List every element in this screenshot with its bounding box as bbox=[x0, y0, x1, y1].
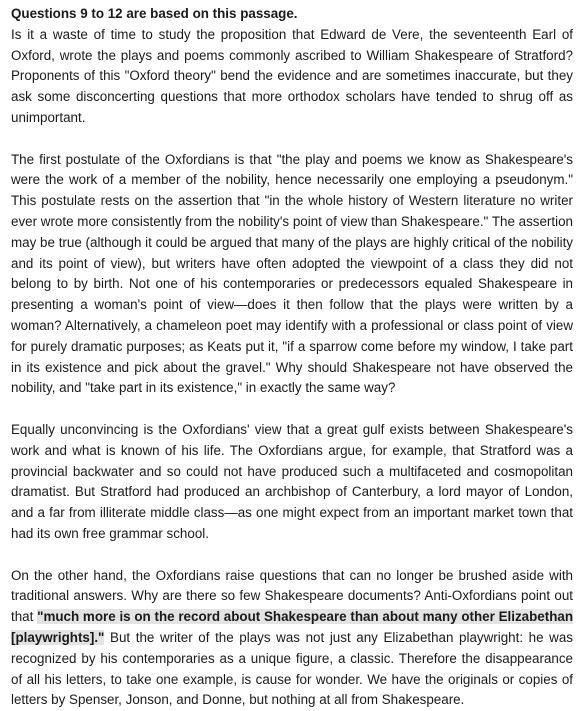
passage-heading: Questions 9 to 12 are based on this passage. bbox=[11, 6, 298, 21]
highlighted-quote: "much more is on the record about Shakespeare than about many other Elizabethan [playwrights]." bbox=[11, 609, 574, 645]
paragraph-3: Equally unconvincing is the Oxfordians' view that a great gulf exists between Shakespeare's work and what is known of his life. The Oxfordians argue, for example, that Stratford was a provincial backwater and so could not have produced such a multifaceted and cosmopolitan dramatist. But Stratford had produced an archbishop of Canterbury, a lord mayor of London, and a far from illiterate middle class—as one might expect from an important market town that had its own free grammar school. bbox=[11, 421, 573, 541]
paragraph-4-lead: On the other hand, the Oxfordians raise questions that can no longer be brushed aside with traditional answers. Why are there so few Shakespeare documents? Anti-Oxfordians point out that bbox=[11, 567, 573, 625]
paragraph-2: The first postulate of the Oxfordians is that "the play and poems we know as Shakespeare's were the work of a member of the nobility, hence necessarily one employing a pseudonym." This postulate rests on the assertion that "in the whole history of Western literature no writer ever wrote more consistently from the nobility's point of view than Shakespeare." The assertion may be true (although it could be argued that many of the plays are highly critical of the nobility and its point of view), but writers have often adopted the viewpoint of a class they did not belong to by birth. Not one of his contemporaries or predecessors equaled Shakespeare in presenting a woman's point of view—does it then follow that the plays were written by a woman? Alternatively, a chameleon poet may identify with a professional or class point of view for purely dramatic purposes; as Keats put it, "if a sparrow come before my window, I take part in its existence and pick about the gravel." Why should Shakespeare not have observed the nobility, and "take part in its existence," in exactly the same way? bbox=[11, 151, 573, 396]
paragraph-4 bbox=[11, 566, 573, 711]
paragraph-4-tail: But the writer of the plays was not just any Elizabethan playwright: he was recognized by his contemporaries as a unique figure, a classic. Therefore the disappearance of all his letters, to take one example, is cause for wonder. We have the originals or copies of letters by Spenser, Jonson, and Donne, but nothing at all from Shakespeare. bbox=[11, 629, 573, 708]
paragraph-1: Is it a waste of time to study the proposition that Edward de Vere, the seventeenth Earl of Oxford, wrote the plays and poems commonly ascribed to William Shakespeare of Stratford? Proponents of this "Oxford theory" bend the evidence and are sometimes inaccurate, but they ask some disconcerting questions that more orthodox scholars have tended to shrug off as unimportant. bbox=[11, 26, 573, 125]
